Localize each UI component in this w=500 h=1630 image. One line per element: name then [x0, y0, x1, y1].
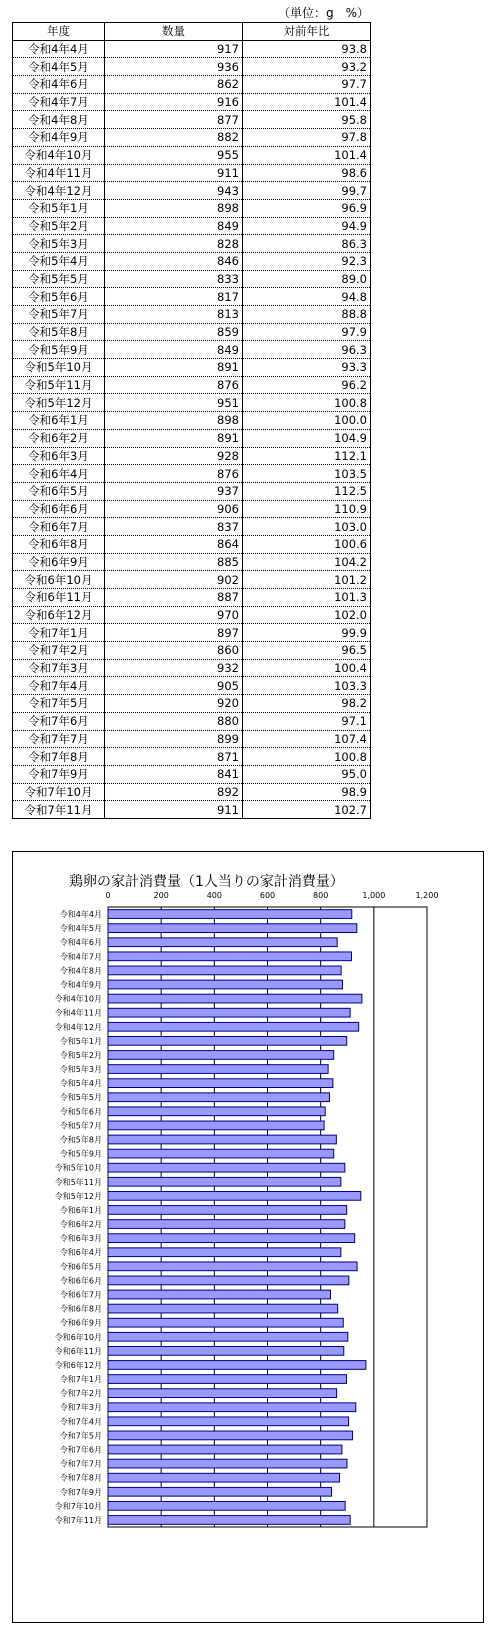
x-tick-label: 800 — [313, 891, 329, 900]
x-tick-label: 1,200 — [415, 891, 439, 900]
cell-period: 令和6年8月 — [13, 535, 105, 553]
cell-quantity: 955 — [105, 146, 243, 164]
table-row — [13, 182, 371, 200]
cell-yoy: 102.7 — [243, 801, 371, 819]
cell-quantity: 877 — [105, 111, 243, 129]
x-tick-label: 600 — [259, 891, 276, 900]
table-row — [13, 429, 371, 447]
cell-period: 令和7年10月 — [13, 783, 105, 801]
bar — [108, 1431, 353, 1440]
table-row — [13, 518, 371, 536]
cell-period: 令和5年10月 — [13, 359, 105, 377]
y-tick-label: 令和4年6月 — [59, 938, 102, 948]
cell-quantity: 885 — [105, 553, 243, 571]
bar — [108, 1093, 329, 1102]
bar — [108, 1149, 334, 1158]
bar — [108, 1022, 359, 1031]
bar — [108, 1304, 338, 1313]
table-row — [13, 677, 371, 695]
cell-yoy: 110.9 — [243, 500, 371, 518]
cell-quantity: 864 — [105, 535, 243, 553]
y-tick-label: 令和7年5月 — [59, 1431, 102, 1441]
cell-yoy: 104.2 — [243, 553, 371, 571]
cell-quantity: 898 — [105, 412, 243, 430]
cell-yoy: 96.2 — [243, 376, 371, 394]
bar — [108, 1177, 341, 1186]
cell-period: 令和5年12月 — [13, 394, 105, 412]
y-tick-label: 令和6年8月 — [59, 1304, 102, 1314]
cell-quantity: 906 — [105, 500, 243, 518]
bar — [108, 938, 337, 947]
table-row — [13, 270, 371, 288]
table-row — [13, 712, 371, 730]
cell-period: 令和7年1月 — [13, 624, 105, 642]
cell-quantity: 932 — [105, 659, 243, 677]
cell-yoy: 92.3 — [243, 252, 371, 270]
cell-period: 令和7年9月 — [13, 765, 105, 783]
y-tick-label: 令和6年3月 — [59, 1234, 102, 1244]
y-tick-label: 令和4年8月 — [59, 966, 102, 976]
cell-period: 令和5年6月 — [13, 288, 105, 306]
bar — [108, 1361, 366, 1370]
cell-period: 令和6年3月 — [13, 447, 105, 465]
cell-period: 令和7年11月 — [13, 801, 105, 819]
y-tick-label: 令和6年1月 — [59, 1205, 102, 1215]
table-row — [13, 553, 371, 571]
cell-period: 令和6年10月 — [13, 571, 105, 589]
cell-quantity: 891 — [105, 359, 243, 377]
cell-yoy: 101.3 — [243, 589, 371, 607]
cell-yoy: 97.8 — [243, 129, 371, 147]
bar — [108, 1206, 347, 1215]
bar — [108, 1276, 349, 1285]
cell-period: 令和4年10月 — [13, 146, 105, 164]
cell-quantity: 849 — [105, 217, 243, 235]
cell-quantity: 813 — [105, 306, 243, 324]
y-tick-label: 令和4年9月 — [59, 980, 102, 990]
table-row — [13, 571, 371, 589]
bar — [108, 1417, 349, 1426]
header-year: 年度 — [13, 23, 105, 41]
cell-quantity: 936 — [105, 58, 243, 76]
cell-quantity: 892 — [105, 783, 243, 801]
bar — [108, 1065, 328, 1074]
cell-quantity: 817 — [105, 288, 243, 306]
bar — [108, 1220, 345, 1229]
bar — [108, 1191, 361, 1200]
cell-period: 令和7年5月 — [13, 695, 105, 713]
cell-quantity: 871 — [105, 748, 243, 766]
table-row — [13, 341, 371, 359]
cell-period: 令和6年4月 — [13, 465, 105, 483]
table-row — [13, 164, 371, 182]
table-row — [13, 146, 371, 164]
bar — [108, 1135, 336, 1144]
table-row — [13, 306, 371, 324]
y-tick-label: 令和5年12月 — [54, 1191, 102, 1201]
cell-yoy: 94.9 — [243, 217, 371, 235]
bar — [108, 1036, 347, 1045]
cell-yoy: 100.8 — [243, 394, 371, 412]
y-tick-label: 令和5年11月 — [54, 1177, 102, 1187]
cell-period: 令和5年11月 — [13, 376, 105, 394]
y-tick-label: 令和6年6月 — [59, 1276, 102, 1286]
bar — [108, 1445, 342, 1454]
bar — [108, 1107, 325, 1116]
y-tick-label: 令和4年4月 — [59, 910, 102, 920]
cell-period: 令和4年12月 — [13, 182, 105, 200]
cell-quantity: 920 — [105, 695, 243, 713]
y-tick-label: 令和7年8月 — [59, 1473, 102, 1483]
cell-period: 令和7年2月 — [13, 642, 105, 660]
cell-period: 令和4年9月 — [13, 129, 105, 147]
cell-period: 令和4年11月 — [13, 164, 105, 182]
cell-quantity: 902 — [105, 571, 243, 589]
cell-quantity: 916 — [105, 93, 243, 111]
cell-period: 令和5年5月 — [13, 270, 105, 288]
y-tick-label: 令和7年10月 — [54, 1501, 102, 1511]
cell-period: 令和7年8月 — [13, 748, 105, 766]
table-header-row — [13, 23, 371, 41]
y-tick-label: 令和7年6月 — [59, 1445, 102, 1455]
cell-period: 令和5年2月 — [13, 217, 105, 235]
cell-period: 令和6年12月 — [13, 606, 105, 624]
y-tick-label: 令和7年11月 — [54, 1515, 102, 1525]
cell-yoy: 99.9 — [243, 624, 371, 642]
cell-period: 令和5年1月 — [13, 199, 105, 217]
y-tick-label: 令和7年1月 — [59, 1375, 102, 1385]
cell-quantity: 951 — [105, 394, 243, 412]
bar — [108, 1389, 337, 1398]
y-tick-label: 令和6年11月 — [54, 1346, 102, 1356]
cell-quantity: 891 — [105, 429, 243, 447]
cell-yoy: 88.8 — [243, 306, 371, 324]
cell-yoy: 98.2 — [243, 695, 371, 713]
y-tick-label: 令和7年4月 — [59, 1417, 102, 1427]
table-row — [13, 447, 371, 465]
table-row — [13, 606, 371, 624]
table-row — [13, 765, 371, 783]
cell-quantity: 911 — [105, 801, 243, 819]
bar — [108, 1234, 355, 1243]
y-tick-label: 令和5年7月 — [59, 1121, 102, 1131]
table-row — [13, 76, 371, 94]
cell-yoy: 98.9 — [243, 783, 371, 801]
table-row — [13, 730, 371, 748]
cell-yoy: 95.0 — [243, 765, 371, 783]
y-tick-label: 令和6年4月 — [59, 1248, 102, 1258]
cell-yoy: 97.7 — [243, 76, 371, 94]
y-tick-label: 令和5年10月 — [54, 1163, 102, 1173]
cell-yoy: 93.3 — [243, 359, 371, 377]
y-tick-label: 令和6年12月 — [54, 1360, 102, 1370]
table-row — [13, 217, 371, 235]
bar — [108, 980, 342, 989]
table-row — [13, 394, 371, 412]
y-tick-label: 令和5年8月 — [59, 1135, 102, 1145]
cell-quantity: 828 — [105, 235, 243, 253]
table-row — [13, 288, 371, 306]
cell-quantity: 849 — [105, 341, 243, 359]
y-tick-label: 令和4年11月 — [54, 1008, 102, 1018]
table-row — [13, 535, 371, 553]
y-tick-label: 令和7年7月 — [59, 1459, 102, 1469]
y-tick-label: 令和6年2月 — [59, 1220, 102, 1230]
table-row — [13, 642, 371, 660]
cell-quantity: 833 — [105, 270, 243, 288]
cell-yoy: 99.7 — [243, 182, 371, 200]
cell-quantity: 859 — [105, 323, 243, 341]
data-table — [12, 22, 371, 819]
cell-quantity: 928 — [105, 447, 243, 465]
table-row — [13, 783, 371, 801]
cell-yoy: 101.2 — [243, 571, 371, 589]
table-row — [13, 323, 371, 341]
y-tick-label: 令和6年7月 — [59, 1290, 102, 1300]
bar — [108, 924, 357, 933]
bar — [108, 966, 341, 975]
y-tick-label: 令和6年9月 — [59, 1318, 102, 1328]
cell-yoy: 101.4 — [243, 93, 371, 111]
cell-quantity: 943 — [105, 182, 243, 200]
table-row — [13, 129, 371, 147]
table-row — [13, 359, 371, 377]
table-row — [13, 465, 371, 483]
x-tick-label: 200 — [153, 891, 169, 900]
bar — [108, 1290, 331, 1299]
table-row — [13, 252, 371, 270]
table-body — [13, 40, 371, 818]
bar — [108, 1318, 343, 1327]
cell-yoy: 100.0 — [243, 412, 371, 430]
cell-period: 令和6年11月 — [13, 589, 105, 607]
bar — [108, 1459, 347, 1468]
table-row — [13, 500, 371, 518]
bar — [108, 1375, 346, 1384]
cell-quantity: 905 — [105, 677, 243, 695]
cell-period: 令和6年1月 — [13, 412, 105, 430]
bar — [108, 1332, 348, 1341]
cell-period: 令和6年5月 — [13, 482, 105, 500]
header-quantity: 数量 — [105, 23, 243, 41]
cell-yoy: 93.8 — [243, 40, 371, 58]
cell-yoy: 96.3 — [243, 341, 371, 359]
cell-period: 令和6年6月 — [13, 500, 105, 518]
y-tick-label: 令和4年7月 — [59, 952, 102, 962]
cell-quantity: 860 — [105, 642, 243, 660]
cell-period: 令和5年9月 — [13, 341, 105, 359]
cell-yoy: 103.3 — [243, 677, 371, 695]
bar — [108, 1121, 324, 1130]
cell-period: 令和7年4月 — [13, 677, 105, 695]
table-row — [13, 748, 371, 766]
cell-quantity: 862 — [105, 76, 243, 94]
cell-period: 令和4年7月 — [13, 93, 105, 111]
cell-yoy: 89.0 — [243, 270, 371, 288]
header-yoy: 対前年比 — [243, 23, 371, 41]
cell-quantity: 876 — [105, 376, 243, 394]
cell-period: 令和6年2月 — [13, 429, 105, 447]
cell-quantity: 917 — [105, 40, 243, 58]
cell-yoy: 100.8 — [243, 748, 371, 766]
bar — [108, 1501, 345, 1510]
bar — [108, 1403, 356, 1412]
y-tick-label: 令和5年3月 — [59, 1065, 102, 1075]
bar — [108, 1051, 334, 1060]
cell-period: 令和4年4月 — [13, 40, 105, 58]
cell-period: 令和7年3月 — [13, 659, 105, 677]
cell-yoy: 94.8 — [243, 288, 371, 306]
cell-yoy: 100.4 — [243, 659, 371, 677]
bar — [108, 1248, 341, 1257]
y-tick-label: 令和4年5月 — [59, 924, 102, 934]
cell-period: 令和6年9月 — [13, 553, 105, 571]
y-tick-label: 令和7年9月 — [59, 1487, 102, 1497]
cell-yoy: 103.0 — [243, 518, 371, 536]
bar — [108, 1008, 350, 1017]
cell-quantity: 970 — [105, 606, 243, 624]
y-tick-label: 令和6年5月 — [59, 1262, 102, 1272]
bar — [108, 1262, 357, 1271]
table-row — [13, 412, 371, 430]
cell-yoy: 86.3 — [243, 235, 371, 253]
bar — [108, 1346, 344, 1355]
cell-yoy: 104.9 — [243, 429, 371, 447]
bar — [108, 910, 352, 919]
cell-yoy: 97.9 — [243, 323, 371, 341]
cell-yoy: 98.6 — [243, 164, 371, 182]
y-tick-label: 令和5年6月 — [59, 1107, 102, 1117]
table-row — [13, 624, 371, 642]
cell-yoy: 107.4 — [243, 730, 371, 748]
cell-yoy: 103.5 — [243, 465, 371, 483]
cell-period: 令和4年8月 — [13, 111, 105, 129]
cell-period: 令和5年8月 — [13, 323, 105, 341]
cell-quantity: 887 — [105, 589, 243, 607]
chart-panel — [12, 851, 484, 1623]
cell-period: 令和5年4月 — [13, 252, 105, 270]
cell-quantity: 841 — [105, 765, 243, 783]
x-tick-label: 0 — [105, 891, 111, 900]
table-row — [13, 695, 371, 713]
y-tick-label: 令和5年5月 — [59, 1093, 102, 1103]
bar — [108, 1079, 333, 1088]
cell-period: 令和5年3月 — [13, 235, 105, 253]
bar — [108, 1487, 332, 1496]
table-row — [13, 93, 371, 111]
bar — [108, 994, 362, 1003]
y-tick-label: 令和4年10月 — [54, 994, 102, 1004]
y-tick-label: 令和4年12月 — [54, 1022, 102, 1032]
bar — [108, 1473, 340, 1482]
chart-title: 鶏卵の家計消費量（1人当りの家計消費量） — [69, 874, 344, 890]
cell-quantity: 880 — [105, 712, 243, 730]
cell-quantity: 837 — [105, 518, 243, 536]
cell-period: 令和4年5月 — [13, 58, 105, 76]
table-row — [13, 376, 371, 394]
table-row — [13, 589, 371, 607]
bar — [108, 1516, 350, 1525]
y-tick-label: 令和7年2月 — [59, 1389, 102, 1399]
cell-period: 令和7年7月 — [13, 730, 105, 748]
table-row — [13, 58, 371, 76]
y-tick-label: 令和6年10月 — [54, 1332, 102, 1342]
cell-yoy: 102.0 — [243, 606, 371, 624]
unit-label: （単位：g %） — [278, 6, 370, 20]
table-row — [13, 40, 371, 58]
table-row — [13, 235, 371, 253]
table-row — [13, 482, 371, 500]
cell-yoy: 112.5 — [243, 482, 371, 500]
cell-quantity: 876 — [105, 465, 243, 483]
x-tick-label: 400 — [206, 891, 222, 900]
bar — [108, 1163, 345, 1172]
cell-quantity: 897 — [105, 624, 243, 642]
cell-quantity: 899 — [105, 730, 243, 748]
cell-yoy: 97.1 — [243, 712, 371, 730]
x-tick-label: 1,000 — [362, 891, 386, 900]
cell-yoy: 96.9 — [243, 199, 371, 217]
cell-yoy: 95.8 — [243, 111, 371, 129]
y-tick-label: 令和5年9月 — [59, 1149, 102, 1159]
bar — [108, 952, 352, 961]
cell-yoy: 101.4 — [243, 146, 371, 164]
y-tick-label: 令和5年2月 — [59, 1050, 102, 1060]
cell-period: 令和6年7月 — [13, 518, 105, 536]
cell-yoy: 96.5 — [243, 642, 371, 660]
cell-quantity: 882 — [105, 129, 243, 147]
cell-yoy: 112.1 — [243, 447, 371, 465]
table-row — [13, 111, 371, 129]
table-row — [13, 659, 371, 677]
cell-quantity: 911 — [105, 164, 243, 182]
cell-period: 令和4年6月 — [13, 76, 105, 94]
y-tick-label: 令和5年1月 — [59, 1036, 102, 1046]
cell-quantity: 898 — [105, 199, 243, 217]
y-tick-label: 令和7年3月 — [59, 1403, 102, 1413]
table-row — [13, 801, 371, 819]
cell-yoy: 100.6 — [243, 535, 371, 553]
cell-quantity: 846 — [105, 252, 243, 270]
table-row — [13, 199, 371, 217]
cell-period: 令和7年6月 — [13, 712, 105, 730]
cell-quantity: 937 — [105, 482, 243, 500]
y-tick-label: 令和5年4月 — [59, 1079, 102, 1089]
cell-period: 令和5年7月 — [13, 306, 105, 324]
cell-yoy: 93.2 — [243, 58, 371, 76]
bar-chart — [13, 852, 483, 1622]
